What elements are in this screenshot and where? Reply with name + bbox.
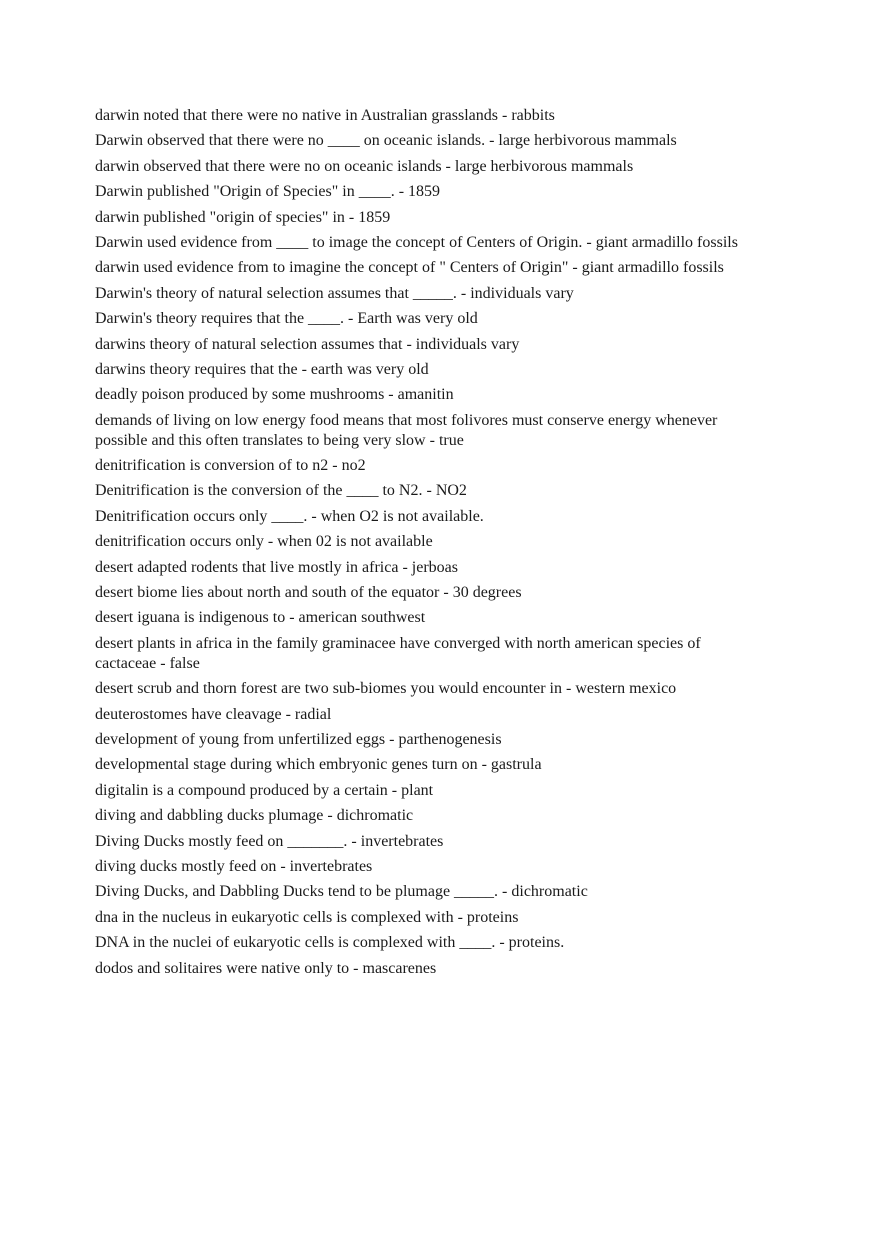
flashcard-entry: darwin published "origin of species" in - 1859 [95,208,391,226]
flashcard-entry: Diving Ducks, and Dabbling Ducks tend to be plumage _____. - dichromatic [95,883,588,901]
flashcard-entry: demands of living on low energy food means that most folivores must conserve energy whenever possible and this often translates to being very slow - true [95,411,718,449]
flashcard-entry: darwin used evidence from to imagine the concept of " Centers of Origin" - giant armadillo fossils [95,259,724,277]
flashcard-entry: deadly poison produced by some mushrooms - amanitin [95,386,454,404]
flashcard-entry: denitrification is conversion of to n2 - no2 [95,457,366,475]
flashcard-entry: desert scrub and thorn forest are two sub-biomes you would encounter in - western mexico [95,680,677,698]
flashcard-entry: diving ducks mostly feed on - invertebrates [95,857,373,875]
flashcard-entry: digitalin is a compound produced by a certain - plant [95,781,434,799]
flashcard-list [95,106,755,984]
flashcard-entry: desert biome lies about north and south of the equator - 30 degrees [95,584,522,602]
flashcard-entry: desert iguana is indigenous to - american southwest [95,609,426,627]
flashcard-entry: Darwin's theory requires that the ____. - Earth was very old [95,310,478,328]
flashcard-entry: darwins theory of natural selection assumes that - individuals vary [95,335,520,353]
flashcard-entry: deuterostomes have cleavage - radial [95,705,332,723]
flashcard-entry: Diving Ducks mostly feed on _______. - invertebrates [95,832,444,850]
flashcard-entry: darwin observed that there were no on oceanic islands - large herbivorous mammals [95,157,634,175]
flashcard-entry: Darwin observed that there were no ____ on oceanic islands. - large herbivorous mammals [95,132,677,150]
flashcard-entry: Denitrification occurs only ____. - when O2 is not available. [95,507,484,525]
flashcard-entry: darwins theory requires that the - earth was very old [95,360,429,378]
flashcard-entry: desert plants in africa in the family graminacee have converged with north american species of cactaceae - false [95,634,701,672]
flashcard-entry: dna in the nucleus in eukaryotic cells is complexed with - proteins [95,908,519,926]
flashcard-entry: developmental stage during which embryonic genes turn on - gastrula [95,756,542,774]
flashcard-entry: dodos and solitaires were native only to - mascarenes [95,959,437,977]
flashcard-entry: Darwin used evidence from ____ to image the concept of Centers of Origin. - giant armadillo fossils [95,233,738,251]
flashcard-entry: diving and dabbling ducks plumage - dichromatic [95,807,414,825]
flashcard-entry: DNA in the nuclei of eukaryotic cells is complexed with ____. - proteins. [95,934,565,952]
flashcard-entry: development of young from unfertilized eggs - parthenogenesis [95,730,502,748]
flashcard-entry: denitrification occurs only - when 02 is not available [95,533,433,551]
flashcard-entry: Denitrification is the conversion of the ____ to N2. - NO2 [95,482,467,500]
flashcard-entry: Darwin published "Origin of Species" in ____. - 1859 [95,183,441,201]
flashcard-entry: desert adapted rodents that live mostly in africa - jerboas [95,558,458,576]
flashcard-entry: darwin noted that there were no native in Australian grasslands - rabbits [95,107,555,124]
flashcard-entry: Darwin's theory of natural selection assumes that _____. - individuals vary [95,284,574,302]
